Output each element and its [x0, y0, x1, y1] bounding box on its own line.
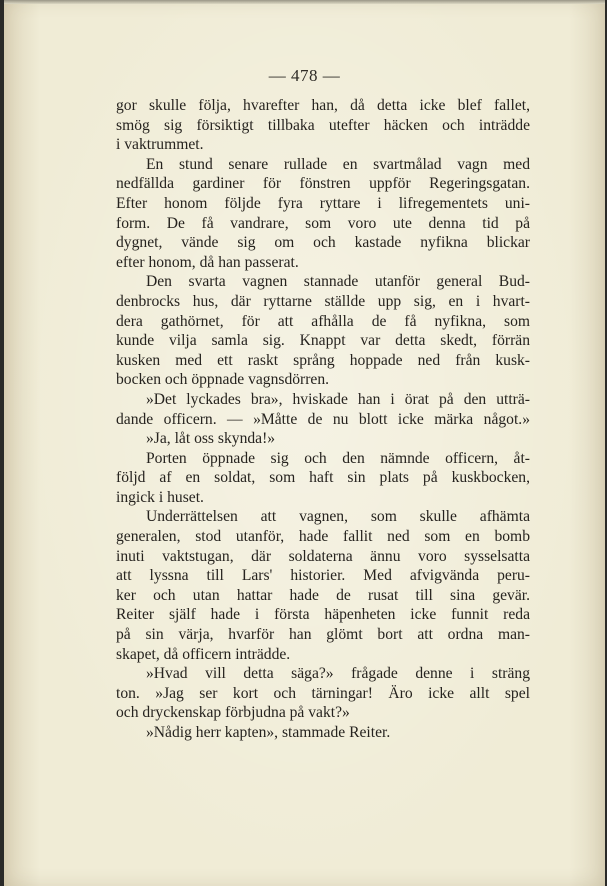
- text-line: på sin värja, hvarför han glömt bort att ordna man-: [116, 626, 530, 644]
- text-line: ingick i huset.: [116, 488, 204, 506]
- text-line: »Hvad vill detta säga?» frågade denne i sträng: [146, 665, 530, 683]
- text-line: generalen, stod utanför, hade fallit ned som en bomb: [116, 528, 530, 546]
- text-line: nedfällda gardiner för fönstren uppför Regeringsgatan.: [116, 175, 530, 193]
- text-line: Underrättelsen att vagnen, som skulle afhämta: [146, 508, 530, 526]
- text-line: »Nådig herr kapten», stammade Reiter.: [146, 724, 391, 741]
- text-line: ton. »Jag ser kort och tärningar! Äro icke allt spel: [116, 684, 530, 702]
- text-line: och dryckenskap förbjudna på vakt?»: [116, 704, 350, 722]
- text-line: inuti vaktstugan, där soldaterna ännu voro sysselsatta: [116, 547, 530, 565]
- text-line: dande officern. — »Måtte de nu blott icke märka något.»: [116, 410, 530, 428]
- text-line: »Ja, låt oss skynda!»: [146, 430, 276, 448]
- text-line: att lyssna till Lars' historier. Med afvigvända peru-: [116, 567, 530, 585]
- text-line: dera gathörnet, för att afhålla de få nyfikna, som: [116, 312, 530, 330]
- text-line: kusken med ett raskt språng hoppade ned från kusk-: [116, 351, 530, 369]
- text-line: kunde vilja samla sig. Knappt var detta skedt, förrän: [116, 332, 530, 350]
- text-line: form. De få vandrare, som voro ute denna tid på: [116, 214, 530, 232]
- text-line: Efter honom följde fyra ryttare i lifregementets uni-: [116, 194, 530, 212]
- text-line: dygnet, vände sig om och kastade nyfikna blickar: [116, 234, 530, 252]
- text-line: efter honom, då han passerat.: [116, 253, 299, 271]
- book-page: [4, 0, 605, 886]
- text-line: Porten öppnade sig och den nämnde officern, åt-: [146, 449, 530, 467]
- text-line: skapet, då officern inträdde.: [116, 645, 291, 663]
- text-line: denbrocks hus, där ryttarne ställde upp sig, en i hvart-: [116, 292, 530, 310]
- text-line: Den svarta vagnen stannade utanför general Bud-: [146, 273, 530, 291]
- page-top-edge: [4, 0, 605, 4]
- text-line: »Det lyckades bra», hviskade han i örat på den utträ-: [146, 390, 530, 408]
- text-line: i vaktrummet.: [116, 136, 204, 154]
- text-line: ker och utan hattar hade de rusat till sina gevär.: [116, 586, 530, 604]
- body-text: [116, 96, 530, 743]
- text-line: Reiter själf hade i första häpenheten icke funnit reda: [116, 606, 530, 624]
- text-line: gor skulle följa, hvarefter han, då detta icke blef fallet,: [116, 97, 530, 114]
- text-line: smög sig försiktigt tillbaka utefter häcken och inträdde: [116, 116, 530, 134]
- text-line: En stund senare rullade en svartmålad vagn med: [146, 155, 530, 173]
- text-line: bocken och öppnade vagnsdörren.: [116, 371, 330, 389]
- page-number: — 478 —: [268, 66, 341, 85]
- text-line: följd af en soldat, som haft sin plats på kuskbocken,: [116, 469, 530, 487]
